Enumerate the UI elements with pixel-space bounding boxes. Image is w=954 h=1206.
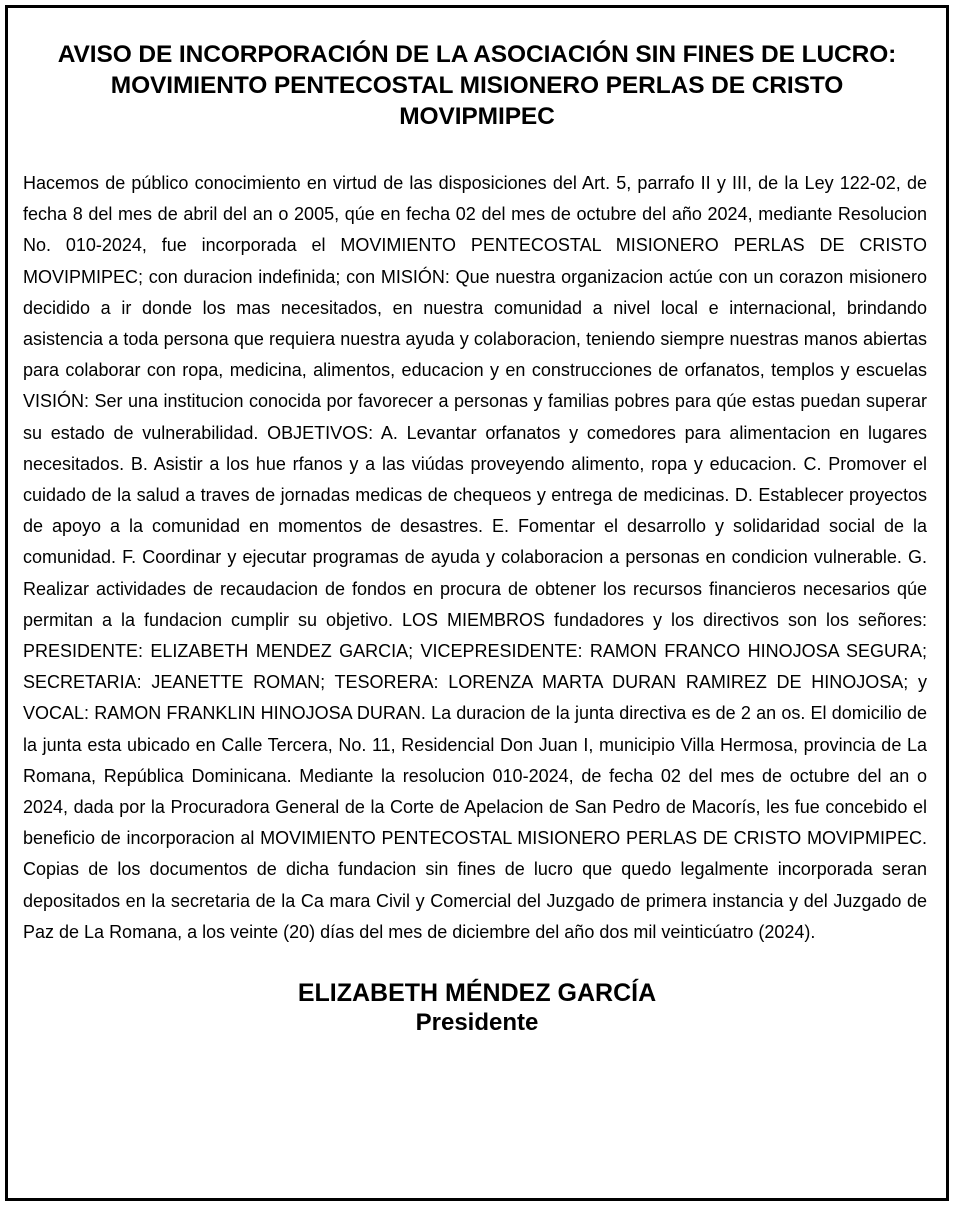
notice-body: Hacemos de público conocimiento en virtud de las disposiciones del Art. 5, parrafo II y III, de la Ley 122-02, de fecha 8 del mes de abril del an o 2005, qúe en fecha 02 del mes de octubre del año 2024, mediante Resolucion No. 010-2024, fue incorporada el MOVIMIENTO PENTECOSTAL MISIONERO PERLAS DE CRISTO MOVIPMIPEC; con duracion indefinida; con MISIÓN: Que nuestra organizacion actúe con un corazon misionero decidido a ir donde los mas necesitados, en nuestra comunidad a nivel local e internacional, brindando asistencia a toda persona que requiera nuestra ayuda y colaboracion, teniendo siempre nuestras manos abiertas para colaborar con ropa, medicina, alimentos, educacion y en construcciones de orfanatos, templos y escuelas VISIÓN: Ser una institucion conocida por favorecer a personas y familias pobres para qúe estas puedan superar su estado de vulnerabilidad. OBJETIVOS: A. Levantar orfanatos y comedores para alimentacion en lugares necesitados. B. Asistir a los hue rfanos y a las viúdas proveyendo alimento, ropa y educacion. C. Promover el cuidado de la salud a traves de jornadas medicas de chequeos y entrega de medicinas. D. Establecer proyectos de apoyo a la comunidad en momentos de desastres. E. Fomentar el desarrollo y solidaridad social de la comunidad. F. Coordinar y ejecutar programas de ayuda y colaboracion a personas en condicion vulnerable. G. Realizar actividades de recaudacion de fondos en procura de obtener los recursos financieros necesarios qúe permitan a la fundacion cumplir su objetivo. LOS MIEMBROS fundadores y los directivos son los señores: PRESIDENTE: ELIZABETH MENDEZ GARCIA; VICEPRESIDENTE: RAMON FRANCO HINOJOSA SEGURA; SECRETARIA: JEANETTE ROMAN; TESORERA: LORENZA MARTA DURAN RAMIREZ DE HINOJOSA; y VOCAL: RAMON FRANKLIN HINOJOSA DURAN. La duracion de la junta directiva es de 2 an os. El domicilio de la junta esta ubicado en Calle Tercera, No. 11, Residencial Don Juan I, municipio Villa Hermosa, provincia de La Romana, República Dominicana. Mediante la resolucion 010-2024, de fecha 02 del mes de octubre del an o 2024, dada por la Procuradora General de la Corte de Apelacion de San Pedro de Macorís, les fue concebido el beneficio de incorporacion al MOVIMIENTO PENTECOSTAL MISIONERO PERLAS DE CRISTO MOVIPMIPEC. Copias de los documentos de dicha fundacion sin fines de lucro que quedo legalmente incorporada seran depositados en la secretaria de la Ca mara Civil y Comercial del Juzgado de primera instancia y del Juzgado de Paz de La Romana, a los veinte (20) días del mes de diciembre del año dos mil veinticúatro (2024). — [23, 173, 927, 942]
signature-role: Presidente — [415, 1009, 539, 1037]
signature-block — [8, 978, 946, 1038]
notice-title: AVISO DE INCORPORACIÓN DE LA ASOCIACIÓN SIN FINES DE LUCRO: MOVIMIENTO PENTECOSTAL MISIONERO PERLAS DE CRISTO MOVIPMIPEC — [57, 41, 897, 130]
signature-name: ELIZABETH MÉNDEZ GARCÍA — [297, 979, 657, 1008]
notice-frame — [5, 5, 949, 1201]
